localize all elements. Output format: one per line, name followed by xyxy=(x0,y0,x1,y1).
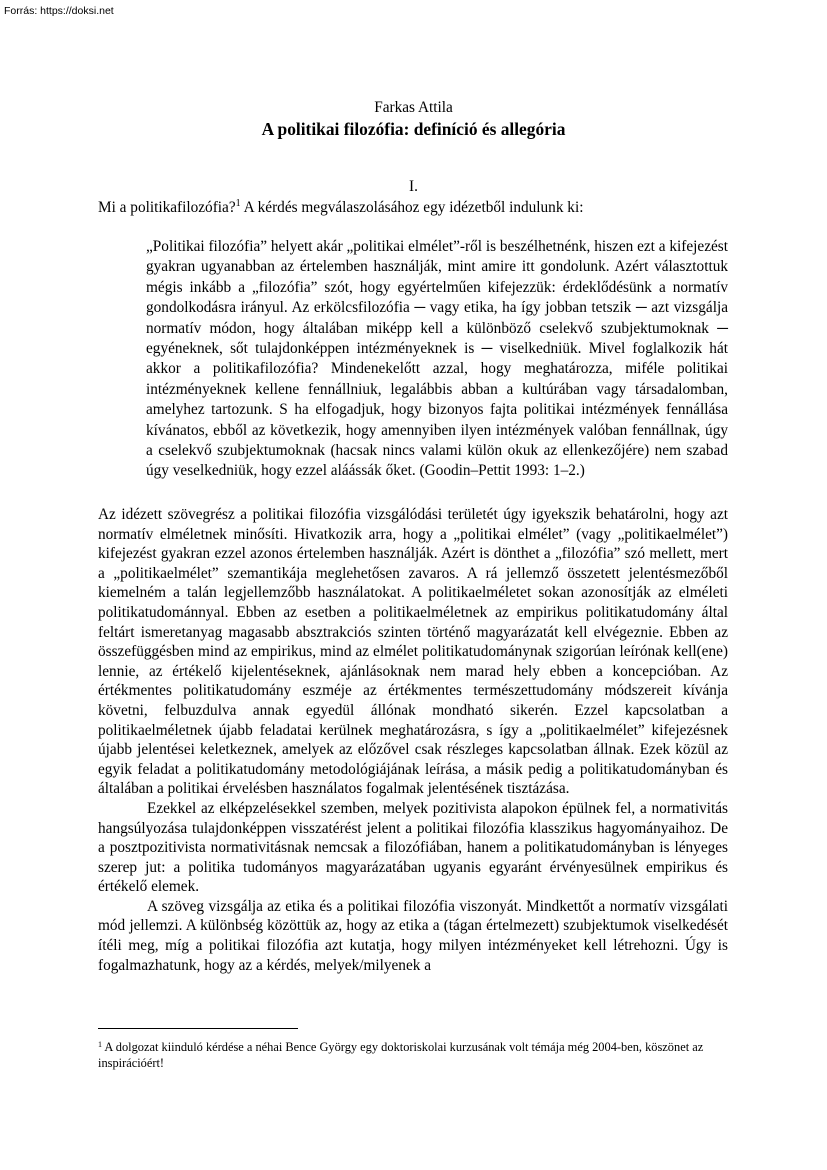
block-quote: „Politikai filozófia” helyett akár „politikai elmélet”-ről is beszélhetnénk, hiszen ezt a kifejezést gyakran ugyanabban az értelemben használják, mint amire itt gondolunk. Azért választottuk mégis inkább a „filozófia” szót, hogy egyértelműen kifejezzük: érdeklődésünk a normatív gondolkodásra irányul. Az erkölcsfilozófia ─ vagy etika, ha így jobban tetszik ─ azt vizsgálja normatív módon, hogy általában miképp kell a különböző cselekvő szubjektumoknak ─ egyéneknek, sőt tulajdonképpen intézményeknek is ─ viselkedniük. Mivel foglalkozik hát akkor a politikafilozófia? Mindenekelőtt azzal, hogy meghatározza, miféle politikai intézményeknek kellene fennállniuk, legalábbis abban a kultúrában vagy társadalomban, amelyhez tartozunk. S ha elfogadjuk, hogy bizonyos fajta politikai intézmények fennállása kívánatos, ebből az következik, hogy amennyiben ilyen intézmények valóban fennállnak, úgy a cselekvő szubjektumoknak (hacsak nincs valami külön okuk az ellenkezőjére) nem szabad úgy veselkedniük, hogy ezzel aláássák őket. (Goodin–Pettit 1993: 1–2.) xyxy=(146,238,728,480)
intro-line xyxy=(98,199,583,217)
body-text xyxy=(98,505,728,975)
source-label: Forrás: https://doksi.net xyxy=(4,5,114,17)
footnote xyxy=(98,1039,728,1071)
intro-question: Mi a politikafilozófia? xyxy=(98,199,236,216)
paragraph-1: Az idézett szövegrész a politikai filozófia vizsgálódási területét úgy igyekszik behatárolni, hogy azt normatív elméletnek minősíti. Hivatkozik arra, hogy a „politikai elmélet” (vagy „politikaelmélet”) kifejezést gyakran ezzel azonos értelemben használják. Azért is dönthet a „filozófia” szó mellett, mert a „politikaelmélet” szemantikája meglehetősen zavaros. A rá jellemző összetett jelentésmezőből kiemelném a talán legjellemzőbb használatokat. A politikaelméletet sokan azonosítják az elméleti politikatudománnyal. Ebben az esetben a politikaelméletnek az empirikus politikatudomány által feltárt ismeretanyag magasabb absztrakciós szinten történő magyarázatát kell elvégeznie. Ebben az összefüggésben mind az empirikus, mind az elmélet politikatudománynak szigorúan leírónak kell(ene) lennie, az értékelő kijelentéseknek, ajánlásoknak nem marad hely ebben a koncepcióban. Az értékmentes politikatudomány eszméje az értékmentes természettudomány módszereit kívánja követni, felbuzdulva annak egyedül állónak mondható sikerén. Ezzel kapcsolatban a politikaelméletnek újabb feladatai kerülnek meghatározásra, s így a „politikaelmélet” kifejezésnek újabb jelentései keletkeznek, amelyek az előzővel csak részleges kapcsolatban állnak. Ezek közül az egyik feladat a politikatudomány metodológiájának leírása, a másik pedig a politikatudományban és általában a politikai érvelésben használatos fogalmak jelentésének tisztázása. xyxy=(98,506,728,798)
author-name: Farkas Attila xyxy=(374,99,453,116)
section-number: I. xyxy=(409,178,418,195)
intro-text: A kérdés megválaszolásához egy idézetből indulunk ki: xyxy=(240,199,584,216)
document-title: A politikai filozófia: definíció és allegória xyxy=(261,119,566,139)
paragraph-2: Ezekkel az elképzelésekkel szemben, melyek pozitivista alapokon épülnek fel, a normativitás hangsúlyozása tulajdonképpen visszatérést jelent a politikai filozófia klasszikus hagyományaihoz. De a posztpozitivista normativitásnak nemcsak a filozófiában, hanem a politikatudományban is lényeges szerep jut: a politika tudományos magyarázatában ugyanis egyaránt érvényesülnek empirikus és értékelő elemek. xyxy=(98,799,728,896)
footnote-number: 1 xyxy=(98,1040,102,1049)
footnote-separator xyxy=(98,1028,298,1029)
footnote-reference[interactable]: 1 xyxy=(235,198,241,209)
paragraph-3: A szöveg vizsgálja az etika és a politikai filozófia viszonyát. Mindkettőt a normatív vizsgálati mód jellemzi. A különbség közöttük az, hogy az etika a (tágan értelmezett) szubjektumok viselkedését ítéli meg, míg a politikai filozófia azt kutatja, hogy milyen intézményeket kell létrehozni. Úgy is fogalmazhatunk, hogy az a kérdés, melyek/milyenek a xyxy=(98,897,728,974)
footnote-text: A dolgozat kiinduló kérdése a néhai Bence György egy doktoriskolai kurzusának volt témája még 2004-ben, köszönet az inspirációért! xyxy=(98,1040,704,1070)
